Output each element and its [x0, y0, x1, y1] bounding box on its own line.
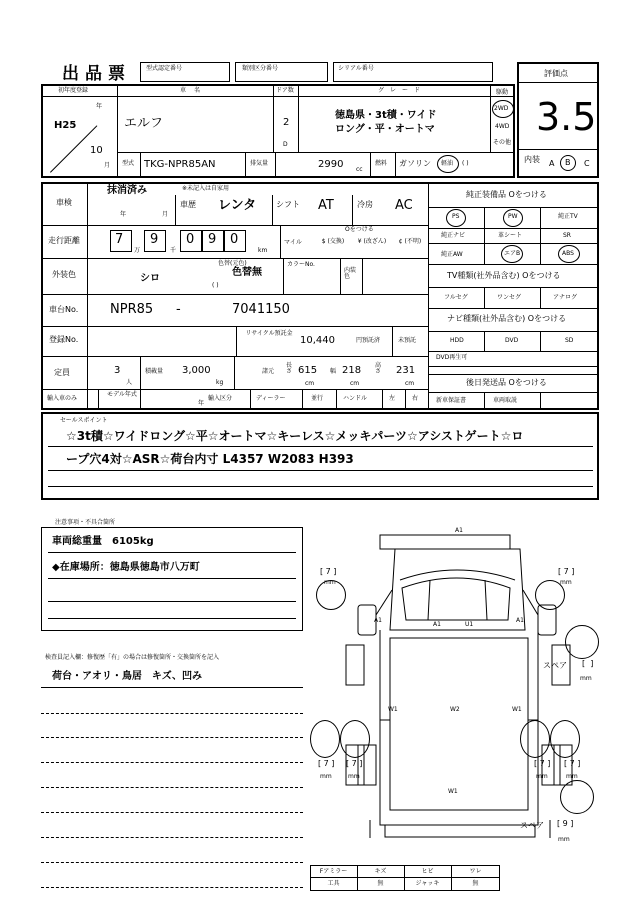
form-title: 出品票 [62, 64, 131, 84]
mileage-opt-exchange: $ (交換) [321, 238, 345, 245]
shift-label: シフト [276, 200, 300, 209]
frame-number: 7041150 [232, 302, 290, 317]
history-value: レンタ [218, 198, 257, 213]
length-unit: cm [305, 380, 315, 387]
after-warranty: 新車保証書 [436, 397, 467, 404]
exterior-color-value: シロ [140, 273, 160, 284]
equip-sr: SR [563, 232, 571, 239]
mm-unit: mm [580, 675, 592, 682]
tv-fullseg: フルセグ [444, 294, 468, 301]
tread-rear-left-1-value: 7 [323, 759, 329, 768]
sales-point-line1: ☆3t積☆ワイドロング☆平☆オートマ☆キーレス☆メッキパーツ☆アシストゲート☆ロ [66, 429, 524, 443]
spare-label-2: スペア [520, 821, 544, 830]
equip-tv: 純正TV [558, 213, 578, 220]
sales-point-line2: ープ穴4対☆ASR☆荷台内寸 L4357 W2083 H393 [66, 452, 354, 466]
spare-tread-2-value: 9 [562, 819, 568, 828]
tv-oneseg: ワンセグ [497, 294, 522, 301]
history-label: 車歴 [180, 200, 196, 209]
damage-w1-left: W1 [388, 706, 398, 713]
import-parallel: 並行 [311, 395, 324, 402]
mileage-mile: マイル [284, 239, 302, 246]
interior-grade-a: A [549, 159, 555, 168]
score-label: 評価点 [544, 69, 568, 78]
interior-grade-b: B [565, 158, 571, 167]
damage-w1-right: W1 [512, 706, 522, 713]
capacity-unit: 人 [126, 379, 133, 386]
damage-u1: U1 [465, 621, 474, 628]
damage-a1-left: A1 [374, 617, 382, 624]
notes-line1: 車両総重量 6105kg [52, 536, 154, 547]
first-registration-label: 初年度登録 [58, 87, 89, 94]
length-label: 長さ [286, 362, 293, 375]
equip-navi: 純正ナビ [441, 232, 466, 239]
mileage-man: 万 [134, 247, 141, 254]
fuel-other: ( ) [462, 160, 469, 167]
drive-4wd: 4WD [495, 123, 510, 130]
recycle-not-deposited: 未預託 [398, 337, 417, 344]
width-unit: cm [350, 380, 360, 387]
car-name: エルフ [124, 116, 164, 131]
spare-label-1: スペア [543, 661, 567, 670]
load-unit: kg [216, 379, 224, 386]
displacement-value: 2990 [318, 159, 344, 170]
mm-unit: mm [536, 773, 548, 780]
width-value: 218 [342, 365, 362, 376]
car-name-label: 車名 [180, 87, 209, 94]
tread-rear-right-1: [ 7 ] [534, 759, 551, 768]
doors-value: 2 [283, 117, 290, 128]
model-label: 型式 [122, 160, 135, 167]
legend-header: ワレ [469, 868, 482, 875]
cert-number-label: 型式認定番号 [146, 65, 183, 72]
nav-dvd: DVD [505, 337, 519, 344]
frame-dash: - [176, 302, 181, 317]
load-label: 積載量 [145, 368, 164, 375]
sales-point-label: セールスポイント [60, 417, 108, 424]
rear-right-tire-outer [550, 720, 580, 758]
nav-sd: SD [565, 337, 574, 344]
load-value: 3,000 [182, 365, 211, 376]
height-unit: cm [405, 380, 415, 387]
model-year-suffix: 年 [198, 400, 205, 407]
displacement-unit: cc [356, 166, 363, 173]
inspector-line1: 荷台・アオリ・鳥居 キズ、凹み [52, 671, 202, 682]
mileage-digit: 9 [208, 232, 217, 247]
fuel-label: 燃料 [375, 160, 388, 167]
rear-left-tire-inner [340, 720, 370, 758]
inspection-month: 月 [162, 211, 169, 218]
interior-label: 内装 [524, 155, 540, 164]
repaint-value: 色替無 [232, 267, 262, 278]
handle-label: ハンドル [343, 395, 368, 402]
equip-aw: 純正AW [441, 251, 463, 258]
ac-label: 冷房 [357, 200, 373, 209]
dvd-playback: DVD再生可 [436, 354, 468, 361]
category-number-label: 類別区分番号 [242, 65, 279, 72]
tv-title: TV種類(社外品含む) Oをつける [447, 271, 561, 280]
height-label: 高さ [375, 362, 382, 375]
private-use-note: ※未記入は自家用 [182, 185, 230, 192]
handle-right: 右 [412, 395, 419, 402]
recycle-unit: 円預託済 [356, 337, 381, 344]
nav-title: ナビ種類(社外品含む) Oをつける [447, 314, 567, 323]
registration-month: 10 [90, 145, 103, 156]
equip-airbag: エアB [504, 250, 521, 257]
rear-right-tire-inner [520, 720, 550, 758]
height-value: 231 [396, 365, 416, 376]
doors-suffix: D [283, 141, 288, 148]
mm-unit: mm [560, 579, 572, 586]
drive-label: 駆動 [496, 89, 509, 96]
damage-a1-center: A1 [433, 621, 441, 628]
mileage-digit: 0 [186, 232, 195, 247]
fuel-gasoline: ガソリン [399, 159, 431, 168]
color-number-label: カラーNo. [287, 261, 315, 268]
serial-number-label: シリアル番号 [338, 65, 374, 72]
equip-pw: PW [508, 213, 518, 220]
equip-leather: 革シート [498, 232, 523, 239]
equip-abs: ABS [562, 250, 574, 257]
doors-label: ドア数 [276, 87, 294, 94]
year-suffix: 年 [96, 103, 103, 110]
tread-rear-right-1-value: 7 [539, 759, 545, 768]
inspection-year: 年 [120, 211, 127, 218]
spare-tread-2: [ 9 ] [557, 819, 574, 828]
import-dealer: ディーラー [256, 395, 286, 402]
tread-front-right-value: 7 [563, 567, 569, 576]
tread-rear-left-2-value: 7 [351, 759, 357, 768]
model-value: TKG-NPR85AN [144, 159, 216, 170]
repaint-label: 色替(元色) [218, 260, 247, 267]
legend-value: 工具 [327, 880, 340, 887]
mileage-opt-tampered: ¥ (改ざん) [357, 238, 387, 245]
spare-tire-2 [560, 780, 594, 814]
legend-header: Fアミラー [319, 868, 348, 875]
legend-header: キズ [374, 868, 387, 875]
tread-front-left-value: 7 [325, 567, 331, 576]
mileage-opt-unknown: ¢ (不明) [398, 238, 422, 245]
import-type-label: 輸入区分 [208, 395, 233, 402]
legend-value: ジャッキ [415, 880, 440, 887]
grade-label: グレード [378, 87, 427, 94]
tread-front-left: [ 7 ] [320, 567, 337, 576]
mileage-circle-note: Oをつける [345, 226, 374, 233]
width-label: 幅 [330, 368, 337, 375]
model-year-label: モデル年式 [107, 391, 137, 398]
rear-left-tire-outer [310, 720, 340, 758]
tread-rear-left-1: [ 7 ] [318, 759, 335, 768]
legend-value: 無 [472, 880, 479, 887]
score-value: 3.5 [536, 95, 597, 139]
mileage-km: km [258, 247, 268, 254]
after-manual: 車両取説 [493, 397, 518, 404]
frame-label: 車台No. [49, 305, 79, 314]
frame-prefix: NPR85 [110, 302, 154, 317]
registration-label: 登録No. [49, 335, 79, 344]
repaint-paren: ( ) [212, 282, 219, 289]
mileage-digit: 0 [230, 232, 239, 247]
interior-color-label: 内装色 [344, 267, 357, 280]
inspector-label: 検査員記入欄：修復歴「有」の場合は修復箇所・交換箇所を記入 [45, 654, 220, 661]
recycle-label: リサイクル預託金 [245, 330, 293, 337]
mm-unit: mm [566, 773, 578, 780]
tv-analog: アナログ [553, 294, 578, 301]
shift-value: AT [318, 198, 334, 213]
mileage-sen: 千 [170, 247, 177, 254]
inspection-label: 車検 [56, 198, 72, 207]
mileage-digit: 7 [115, 232, 124, 247]
mm-unit: mm [348, 773, 360, 780]
notes-line2: ◆在庫場所：徳島県徳島市八万町 [52, 562, 200, 573]
grade-line2: ロング・平・オートマ [335, 124, 435, 135]
equipment-title: 純正装備品 Oをつける [466, 190, 547, 199]
mm-unit: mm [558, 836, 570, 843]
legend-value: 無 [377, 880, 384, 887]
capacity-value: 3 [114, 365, 121, 376]
length-value: 615 [298, 365, 318, 376]
drive-2wd: 2WD [494, 105, 509, 112]
tread-rear-left-2: [ 7 ] [346, 759, 363, 768]
mm-unit: mm [324, 579, 336, 586]
damage-a1-right: A1 [516, 617, 524, 624]
damage-w2: W2 [450, 706, 460, 713]
drive-other: その他 [493, 139, 512, 146]
mileage-label: 走行距離 [48, 236, 80, 245]
fuel-light-oil: 軽油 [441, 160, 454, 167]
nav-hdd: HDD [450, 337, 464, 344]
exterior-color-label: 外装色 [52, 270, 76, 279]
damage-a1-top: A1 [455, 527, 463, 534]
capacity-label: 定員 [54, 368, 70, 377]
ac-value: AC [395, 198, 413, 213]
dims-label: 諸元 [262, 368, 275, 375]
notes-label: 注意事項・不具合箇所 [55, 519, 116, 526]
mm-unit: mm [320, 773, 332, 780]
legend-header: ヒビ [421, 868, 434, 875]
tread-rear-right-2-value: 7 [569, 759, 575, 768]
damage-w1-bottom: W1 [448, 788, 458, 795]
spare-tread-1: [ ] [582, 659, 594, 668]
import-label: 輸入車のみ [47, 395, 78, 402]
recycle-value: 10,440 [300, 335, 335, 346]
tread-rear-right-2: [ 7 ] [564, 759, 581, 768]
grade-line1: 徳島県・3t積・ワイド [335, 110, 437, 121]
displacement-label: 排気量 [250, 160, 269, 167]
spare-tire-1 [565, 625, 599, 659]
equip-ps: PS [452, 213, 460, 220]
interior-grade-c: C [584, 159, 590, 168]
tread-front-right: [ 7 ] [558, 567, 575, 576]
after-ship-title: 後日発送品 Oをつける [466, 378, 547, 387]
month-suffix: 月 [104, 162, 111, 169]
inspection-value: 抹消済み [107, 185, 147, 196]
handle-left: 左 [389, 395, 396, 402]
mileage-digit: 9 [150, 232, 159, 247]
registration-era: H25 [54, 120, 77, 131]
